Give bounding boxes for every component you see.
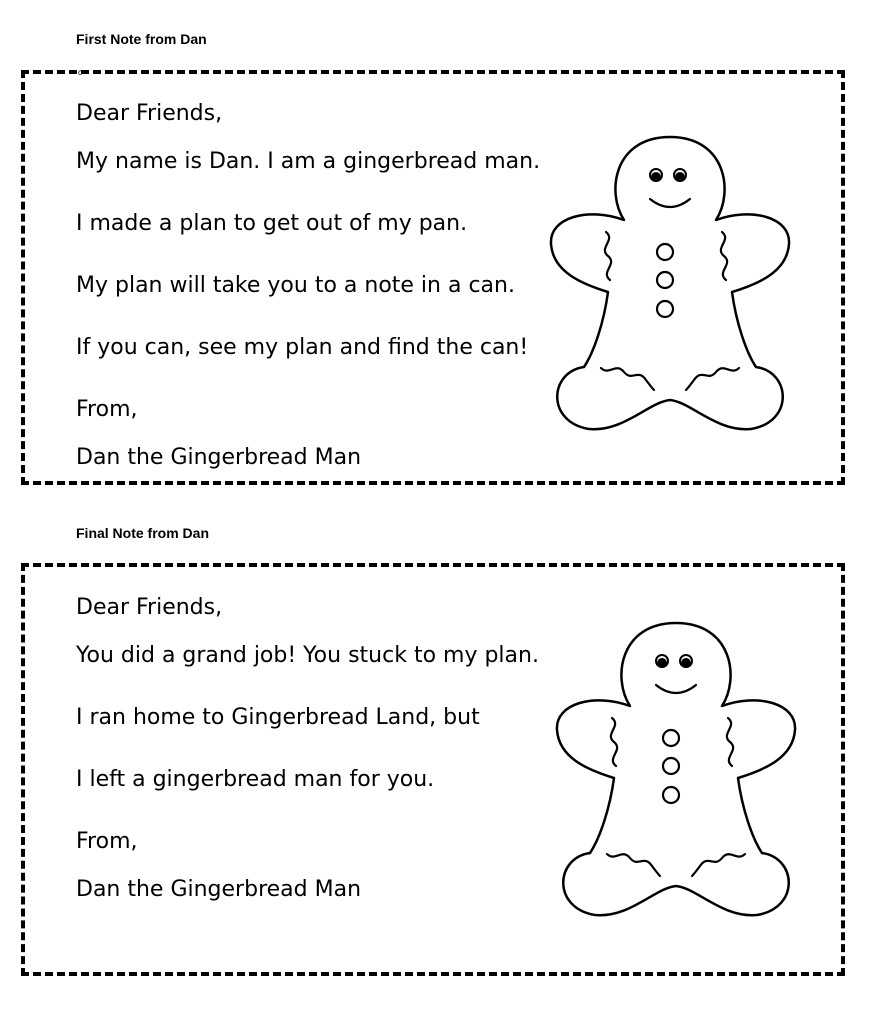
final-note-line: You did a grand job! You stuck to my plan. bbox=[76, 643, 539, 668]
first-note-closing: From, bbox=[76, 397, 138, 422]
first-note-line: My name is Dan. I am a gingerbread man. bbox=[76, 149, 541, 174]
final-note-signature: Dan the Gingerbread Man bbox=[76, 877, 362, 902]
final-note-greeting: Dear Friends, bbox=[76, 595, 223, 620]
final-note-line: I left a gingerbread man for you. bbox=[76, 767, 435, 792]
gingerbread-man-icon bbox=[552, 618, 800, 918]
stray-mark: c bbox=[78, 68, 82, 77]
first-note-heading: First Note from Dan bbox=[76, 31, 207, 47]
first-note-greeting: Dear Friends, bbox=[76, 101, 223, 126]
first-note-line: My plan will take you to a note in a can. bbox=[76, 273, 515, 298]
final-note-heading: Final Note from Dan bbox=[76, 525, 210, 541]
final-note-closing: From, bbox=[76, 829, 138, 854]
first-note-line: I made a plan to get out of my pan. bbox=[76, 211, 468, 236]
final-note-line: I ran home to Gingerbread Land, but bbox=[76, 705, 480, 730]
gingerbread-man-icon bbox=[546, 132, 794, 432]
first-note-signature: Dan the Gingerbread Man bbox=[76, 445, 362, 470]
first-note-line: If you can, see my plan and find the can! bbox=[76, 335, 529, 360]
